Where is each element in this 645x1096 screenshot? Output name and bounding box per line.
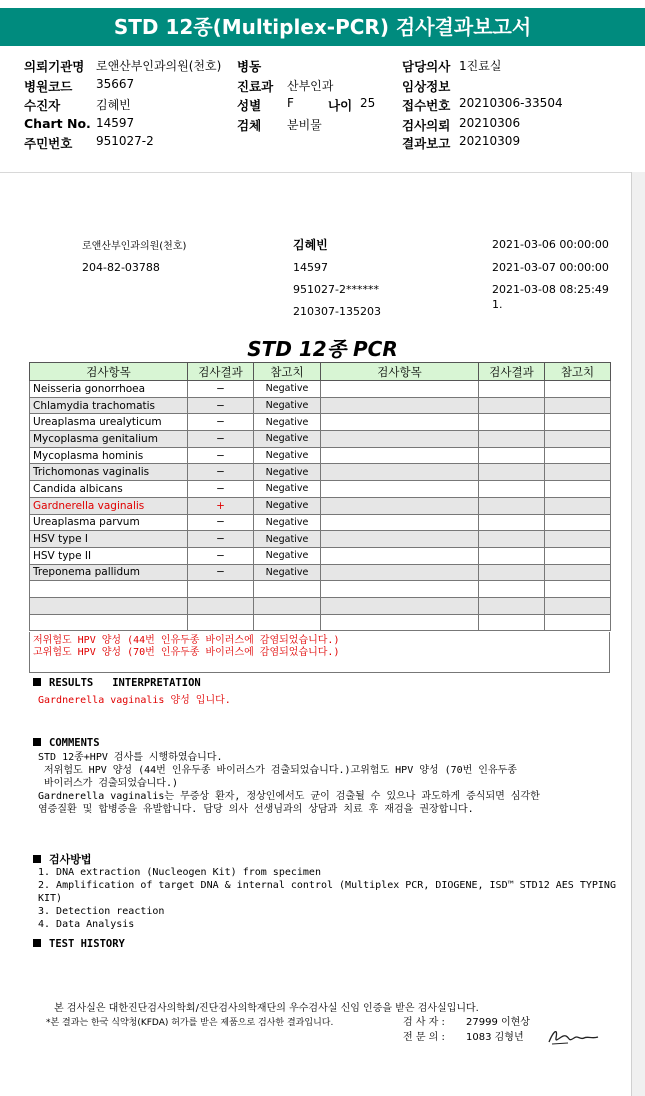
empty-cell	[545, 514, 611, 531]
result-item-name	[30, 614, 188, 631]
result-item-name: HSV type I	[30, 531, 188, 548]
empty-cell	[321, 497, 479, 514]
table-row	[30, 547, 611, 564]
empty-cell	[545, 531, 611, 548]
empty-cell	[479, 597, 545, 614]
result-value: −	[188, 381, 254, 398]
result-value	[188, 597, 254, 614]
result-reference: Negative	[254, 547, 321, 564]
chart-no-value: 14597	[96, 116, 135, 130]
empty-cell	[479, 497, 545, 514]
header-result: 검사결과	[188, 363, 254, 381]
table-row	[30, 581, 611, 598]
patient-value: 김혜빈	[96, 98, 131, 112]
result-item-name: Mycoplasma genitalium	[30, 431, 188, 448]
bullet-square-icon	[33, 738, 41, 746]
empty-cell	[321, 547, 479, 564]
result-value: −	[188, 431, 254, 448]
result-reference: Negative	[254, 447, 321, 464]
table-row	[30, 414, 611, 431]
empty-cell	[321, 581, 479, 598]
patient-name: 김혜빈	[293, 238, 328, 252]
empty-cell	[479, 514, 545, 531]
tester-label: 검 사 자 :	[403, 1017, 445, 1028]
history-heading-text: TEST HISTORY	[49, 938, 125, 950]
patient-label: 수진자	[24, 98, 61, 113]
table-row	[30, 564, 611, 581]
result-reference: Negative	[254, 431, 321, 448]
patient-clinic: 로앤산부인과의원(천호)	[82, 241, 187, 252]
patient-receipt-no: 210307-135203	[293, 305, 381, 318]
table-row	[30, 597, 611, 614]
result-value: −	[188, 547, 254, 564]
request-date-value: 20210306	[459, 116, 521, 130]
result-item-name: Ureaplasma parvum	[30, 514, 188, 531]
empty-cell	[321, 431, 479, 448]
method-line: 2. Amplification of target DNA & internal control (Multiplex PCR, DIOGENE, ISD™ STD12 AES TYPING	[38, 880, 616, 891]
report-date-label: 결과보고	[402, 136, 451, 151]
result-reference	[254, 597, 321, 614]
table-row	[30, 514, 611, 531]
result-item-name	[30, 581, 188, 598]
specimen-label: 검체	[237, 118, 262, 133]
hpv-note-low: 저위험도 HPV 양성 (44번 인유두종 바이러스에 감염되었습니다.)	[33, 635, 340, 646]
specialist-value: 1083 김형년	[466, 1032, 524, 1043]
patient-chart-no: 14597	[293, 261, 328, 274]
empty-cell	[545, 581, 611, 598]
result-value: −	[188, 447, 254, 464]
date-receive: 2021-03-07 00:00:00	[492, 261, 609, 274]
result-item-name: Trichomonas vaginalis	[30, 464, 188, 481]
empty-cell	[479, 581, 545, 598]
bullet-square-icon	[33, 855, 41, 863]
header-item: 검사항목	[30, 363, 188, 381]
empty-cell	[321, 614, 479, 631]
patient-business-no: 204-82-03788	[82, 261, 160, 274]
empty-cell	[321, 514, 479, 531]
header-result-2: 검사결과	[479, 363, 545, 381]
method-line: 1. DNA extraction (Nucleogen Kit) from specimen	[38, 867, 321, 878]
table-row	[30, 531, 611, 548]
resident-no-label: 주민번호	[24, 136, 73, 151]
result-item-name: Neisseria gonorrhoea	[30, 381, 188, 398]
hpv-notes-box	[29, 632, 610, 673]
result-item-name: Candida albicans	[30, 481, 188, 498]
table-row	[30, 447, 611, 464]
empty-cell	[321, 397, 479, 414]
result-value: −	[188, 397, 254, 414]
header-ref-2: 참고치	[545, 363, 611, 381]
certification-text: 본 검사실은 대한진단검사의학회/진단검사의학재단의 우수검사실 신임 인증을 받은 검사실입니다.	[54, 1003, 479, 1014]
hpv-note-high: 고위험도 HPV 양성 (70번 인유두종 바이러스에 감염되었습니다.)	[33, 647, 340, 658]
empty-cell	[321, 464, 479, 481]
date-report-suffix: 1.	[492, 298, 503, 311]
comments-body	[38, 751, 618, 816]
sex-label: 성별	[237, 98, 262, 113]
clinic-label: 의뢰기관명	[24, 59, 85, 74]
tester-value: 27999 이현상	[466, 1017, 530, 1028]
resident-no-value: 951027-2	[96, 134, 154, 148]
result-item-name: Mycoplasma hominis	[30, 447, 188, 464]
empty-cell	[545, 497, 611, 514]
header-item-2: 검사항목	[321, 363, 479, 381]
signature-icon	[546, 1024, 600, 1048]
date-collect: 2021-03-06 00:00:00	[492, 238, 609, 251]
result-reference: Negative	[254, 414, 321, 431]
empty-cell	[321, 531, 479, 548]
receipt-no-value: 20210306-33504	[459, 96, 563, 110]
method-line: KIT)	[38, 893, 63, 904]
empty-cell	[545, 564, 611, 581]
result-value	[188, 581, 254, 598]
results-table	[29, 362, 611, 631]
empty-cell	[321, 481, 479, 498]
doctor-label: 담당의사	[402, 59, 451, 74]
table-row	[30, 614, 611, 631]
table-row	[30, 497, 611, 514]
page-margin	[631, 172, 645, 1096]
empty-cell	[545, 597, 611, 614]
age-label: 나이	[328, 98, 353, 113]
empty-cell	[321, 564, 479, 581]
empty-cell	[479, 531, 545, 548]
specimen-value: 분비물	[287, 118, 322, 132]
comment-line: 저위험도 HPV 양성 (44번 인유두종 바이러스가 검출되었습니다.)고위험도 HPV 양성 (70번 인유두종	[38, 765, 517, 776]
empty-cell	[479, 397, 545, 414]
method-heading-text: 검사방법	[49, 853, 92, 866]
result-item-name: HSV type II	[30, 547, 188, 564]
result-reference	[254, 581, 321, 598]
interpretation-heading-text: RESULTS INTERPRETATION	[49, 677, 201, 689]
empty-cell	[545, 447, 611, 464]
empty-cell	[545, 414, 611, 431]
comments-heading-text: COMMENTS	[49, 737, 100, 749]
empty-cell	[545, 614, 611, 631]
bullet-square-icon	[33, 678, 41, 686]
result-reference: Negative	[254, 564, 321, 581]
chart-no-label: Chart No.	[24, 116, 91, 131]
empty-cell	[321, 447, 479, 464]
result-value: −	[188, 514, 254, 531]
receipt-no-label: 접수번호	[402, 98, 451, 113]
table-row	[30, 397, 611, 414]
table-row	[30, 481, 611, 498]
comment-line: 바이러스가 검출되었습니다.)	[38, 778, 179, 789]
comment-line: 염증질환 및 합병증을 유발합니다. 담당 의사 선생님과의 상담과 치료 후 재검을 권장합니다.	[38, 804, 474, 815]
result-value: −	[188, 481, 254, 498]
specialist-label: 전 문 의 :	[403, 1032, 445, 1043]
table-header-row	[30, 363, 611, 381]
empty-cell	[479, 464, 545, 481]
result-value: −	[188, 414, 254, 431]
clinic-value: 로앤산부인과의원(천호)	[96, 59, 222, 73]
table-row	[30, 431, 611, 448]
comment-line: STD 12종+HPV 검사를 시행하였습니다.	[38, 752, 223, 763]
age-value: 25	[360, 96, 376, 110]
interpretation-heading	[33, 677, 201, 689]
empty-cell	[479, 431, 545, 448]
result-value: −	[188, 564, 254, 581]
dept-value: 산부인과	[287, 79, 334, 93]
result-value: +	[188, 497, 254, 514]
result-reference: Negative	[254, 464, 321, 481]
patient-resident-no: 951027-2******	[293, 283, 379, 296]
empty-cell	[479, 614, 545, 631]
method-line: 3. Detection reaction	[38, 906, 165, 917]
ward-label: 병동	[237, 59, 262, 74]
method-line: 4. Data Analysis	[38, 919, 135, 930]
result-item-name: Treponema pallidum	[30, 564, 188, 581]
empty-cell	[545, 397, 611, 414]
header-info	[0, 48, 645, 172]
table-row	[30, 381, 611, 398]
empty-cell	[479, 547, 545, 564]
kfda-note: *본 결과는 한국 식약청(KFDA) 허가를 받은 제품으로 검사한 결과입니다.	[46, 1018, 334, 1028]
dept-label: 진료과	[237, 79, 274, 94]
result-value: −	[188, 531, 254, 548]
comments-heading	[33, 737, 100, 749]
result-reference: Negative	[254, 497, 321, 514]
result-reference: Negative	[254, 531, 321, 548]
empty-cell	[479, 447, 545, 464]
sex-value: F	[287, 96, 294, 110]
comment-line: Gardnerella vaginalis는 무증상 환자, 정상인에서도 균이 검출될 수 있으나 과도하게 증식되면 심각한	[38, 791, 540, 802]
result-reference: Negative	[254, 481, 321, 498]
empty-cell	[321, 381, 479, 398]
result-reference: Negative	[254, 381, 321, 398]
result-reference: Negative	[254, 397, 321, 414]
table-row	[30, 464, 611, 481]
empty-cell	[321, 597, 479, 614]
pcr-title: STD 12종 PCR	[247, 337, 398, 361]
bullet-square-icon	[33, 939, 41, 947]
method-body	[38, 866, 616, 931]
hospital-code-label: 병원코드	[24, 79, 73, 94]
doctor-value: 1진료실	[459, 59, 502, 73]
empty-cell	[479, 564, 545, 581]
result-item-name: Chlamydia trachomatis	[30, 397, 188, 414]
report-date-value: 20210309	[459, 134, 521, 148]
report-title: STD 12종(Multiplex-PCR) 검사결과보고서	[0, 8, 645, 46]
empty-cell	[545, 431, 611, 448]
result-item-name: Ureaplasma urealyticum	[30, 414, 188, 431]
result-item-name: Gardnerella vaginalis	[30, 497, 188, 514]
header-ref: 참고치	[254, 363, 321, 381]
empty-cell	[545, 481, 611, 498]
empty-cell	[545, 547, 611, 564]
request-date-label: 검사의뢰	[402, 118, 451, 133]
result-reference	[254, 614, 321, 631]
hospital-code-value: 35667	[96, 77, 135, 91]
empty-cell	[545, 464, 611, 481]
result-reference: Negative	[254, 514, 321, 531]
empty-cell	[545, 381, 611, 398]
date-report: 2021-03-08 08:25:49	[492, 283, 609, 296]
result-item-name	[30, 597, 188, 614]
page-divider	[0, 172, 631, 177]
interpretation-text: Gardnerella vaginalis 양성 입니다.	[38, 695, 231, 706]
empty-cell	[479, 481, 545, 498]
result-value	[188, 614, 254, 631]
empty-cell	[479, 414, 545, 431]
clinical-info-label: 임상정보	[402, 79, 451, 94]
history-heading	[33, 938, 125, 950]
empty-cell	[321, 414, 479, 431]
empty-cell	[479, 381, 545, 398]
result-value: −	[188, 464, 254, 481]
method-heading	[33, 851, 92, 867]
